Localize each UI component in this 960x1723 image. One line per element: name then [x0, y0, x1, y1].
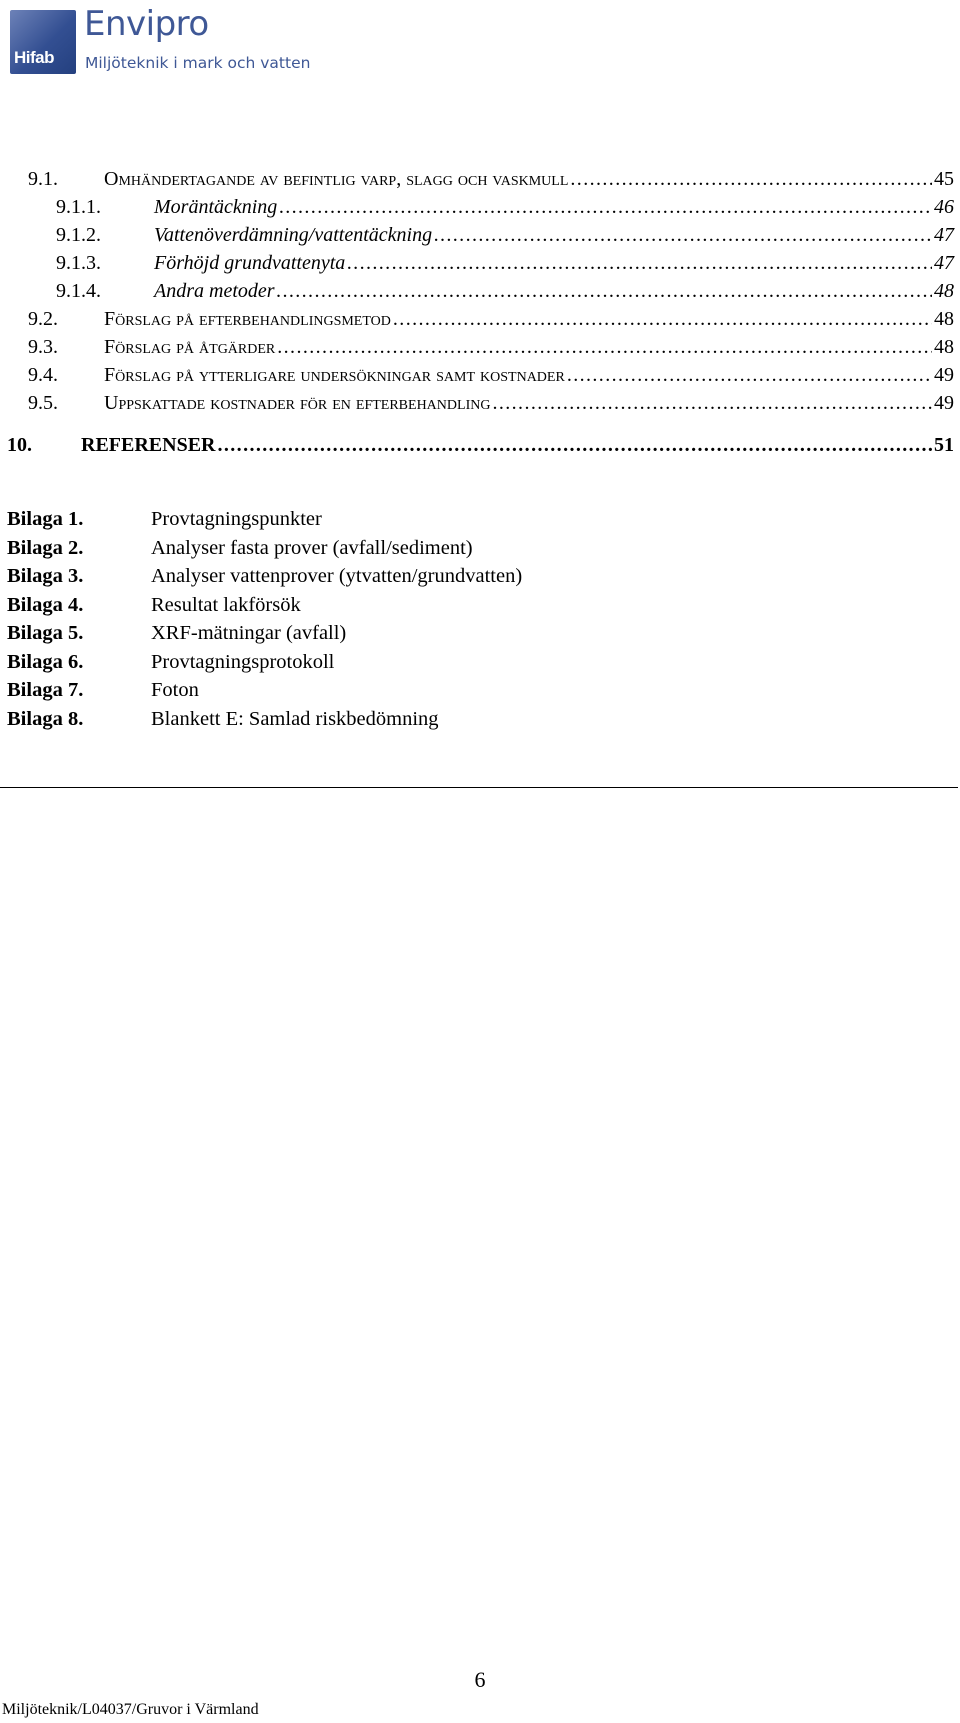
appendix-title: Analyser vattenprover (ytvatten/grundvatten) — [151, 565, 523, 587]
toc-page: 49 — [934, 392, 954, 414]
toc-title: Förslag på efterbehandlingsmetod — [104, 308, 391, 330]
toc-leader — [567, 362, 932, 388]
appendix-label: Bilaga 1. — [7, 508, 84, 530]
toc-number: 9.2. — [28, 308, 58, 330]
horizontal-rule — [0, 787, 958, 788]
toc-leader — [570, 166, 932, 192]
toc-entry[interactable] — [0, 166, 954, 192]
toc-leader — [277, 278, 932, 304]
appendix-title: Provtagningspunkter — [151, 508, 322, 530]
toc-number: 9.1.2. — [56, 224, 101, 246]
toc-entry[interactable] — [0, 390, 954, 416]
appendix-item — [7, 676, 522, 705]
toc-leader — [277, 334, 932, 360]
logo-tagline: Miljöteknik i mark och vatten — [85, 54, 311, 72]
appendix-label: Bilaga 8. — [7, 707, 84, 730]
appendix-label: Bilaga 6. — [7, 650, 84, 673]
toc-page: 48 — [934, 280, 954, 302]
appendix-label: Bilaga 3. — [7, 565, 84, 587]
toc-number: 9.1.1. — [56, 196, 101, 218]
toc-page: 47 — [934, 224, 954, 246]
toc-page: 49 — [934, 364, 954, 386]
company-logo — [10, 4, 311, 78]
appendix-item — [7, 648, 522, 677]
toc-title: Uppskattade kostnader för en efterbehandling — [104, 392, 491, 414]
toc-page: 48 — [934, 336, 954, 358]
appendix-item — [7, 591, 522, 620]
toc-entry[interactable] — [0, 334, 954, 360]
toc-title: Omhändertagande av befintlig varp, slagg och vaskmull — [104, 168, 569, 190]
logo-mark — [10, 10, 76, 74]
footer-text: Miljöteknik/L04037/Gruvor i Värmland — [2, 1701, 259, 1718]
appendix-title: Resultat lakförsök — [151, 593, 301, 616]
toc-entry[interactable] — [0, 362, 954, 388]
toc-number: 10. — [7, 434, 32, 456]
toc-entry[interactable] — [0, 222, 954, 248]
appendix-label: Bilaga 7. — [7, 679, 84, 701]
toc-page: 48 — [934, 308, 954, 330]
toc-entry[interactable] — [0, 194, 954, 220]
toc-number: 9.5. — [28, 392, 58, 414]
toc-number: 9.1.4. — [56, 280, 101, 302]
toc-leader — [279, 194, 932, 220]
toc-entry[interactable] — [0, 278, 954, 304]
page-number: 6 — [474, 1667, 486, 1692]
logo-mark-text: Hifab — [14, 48, 54, 67]
appendix-item — [7, 562, 522, 591]
appendix-item — [7, 534, 522, 563]
toc-title: Moräntäckning — [154, 196, 278, 218]
appendix-label: Bilaga 2. — [7, 536, 84, 559]
toc-entry[interactable] — [0, 250, 954, 276]
toc-number: 9.4. — [28, 364, 58, 386]
appendix-title: Provtagningsprotokoll — [151, 650, 335, 673]
toc-title: Förhöjd grundvattenyta — [154, 252, 346, 274]
appendix-label: Bilaga 5. — [7, 622, 84, 644]
toc-number: 9.1. — [28, 168, 58, 190]
appendix-title: XRF-mätningar (avfall) — [151, 622, 347, 644]
toc-entry[interactable] — [0, 306, 954, 332]
toc-title: Förslag på ytterligare undersökningar samt kostnader — [104, 364, 565, 386]
toc-page: 46 — [934, 196, 954, 218]
toc-leader — [434, 222, 932, 248]
toc-title: REFERENSER — [81, 434, 216, 456]
toc-leader — [492, 390, 932, 416]
toc-leader — [393, 306, 932, 332]
toc-page: 51 — [934, 434, 954, 456]
toc-title: Andra metoder — [154, 280, 275, 302]
toc-leader — [347, 250, 932, 276]
appendix-label: Bilaga 4. — [7, 593, 84, 616]
toc-number: 9.3. — [28, 336, 58, 358]
toc-title: Förslag på åtgärder — [104, 336, 276, 358]
toc-title: Vattenöverdämning/vattentäckning — [154, 224, 433, 246]
toc-leader — [217, 432, 932, 458]
appendix-item — [7, 705, 522, 734]
logo-name: Envipro — [84, 4, 209, 44]
appendix-list — [7, 505, 522, 733]
toc-page: 45 — [934, 168, 954, 190]
appendix-title: Analyser fasta prover (avfall/sediment) — [151, 536, 473, 559]
toc-number: 9.1.3. — [56, 252, 101, 274]
appendix-title: Blankett E: Samlad riskbedömning — [151, 707, 439, 730]
appendix-item — [7, 505, 522, 534]
appendix-item — [7, 619, 522, 648]
toc-page: 47 — [934, 252, 954, 274]
toc-entry[interactable] — [0, 432, 954, 458]
appendix-title: Foton — [151, 679, 199, 701]
